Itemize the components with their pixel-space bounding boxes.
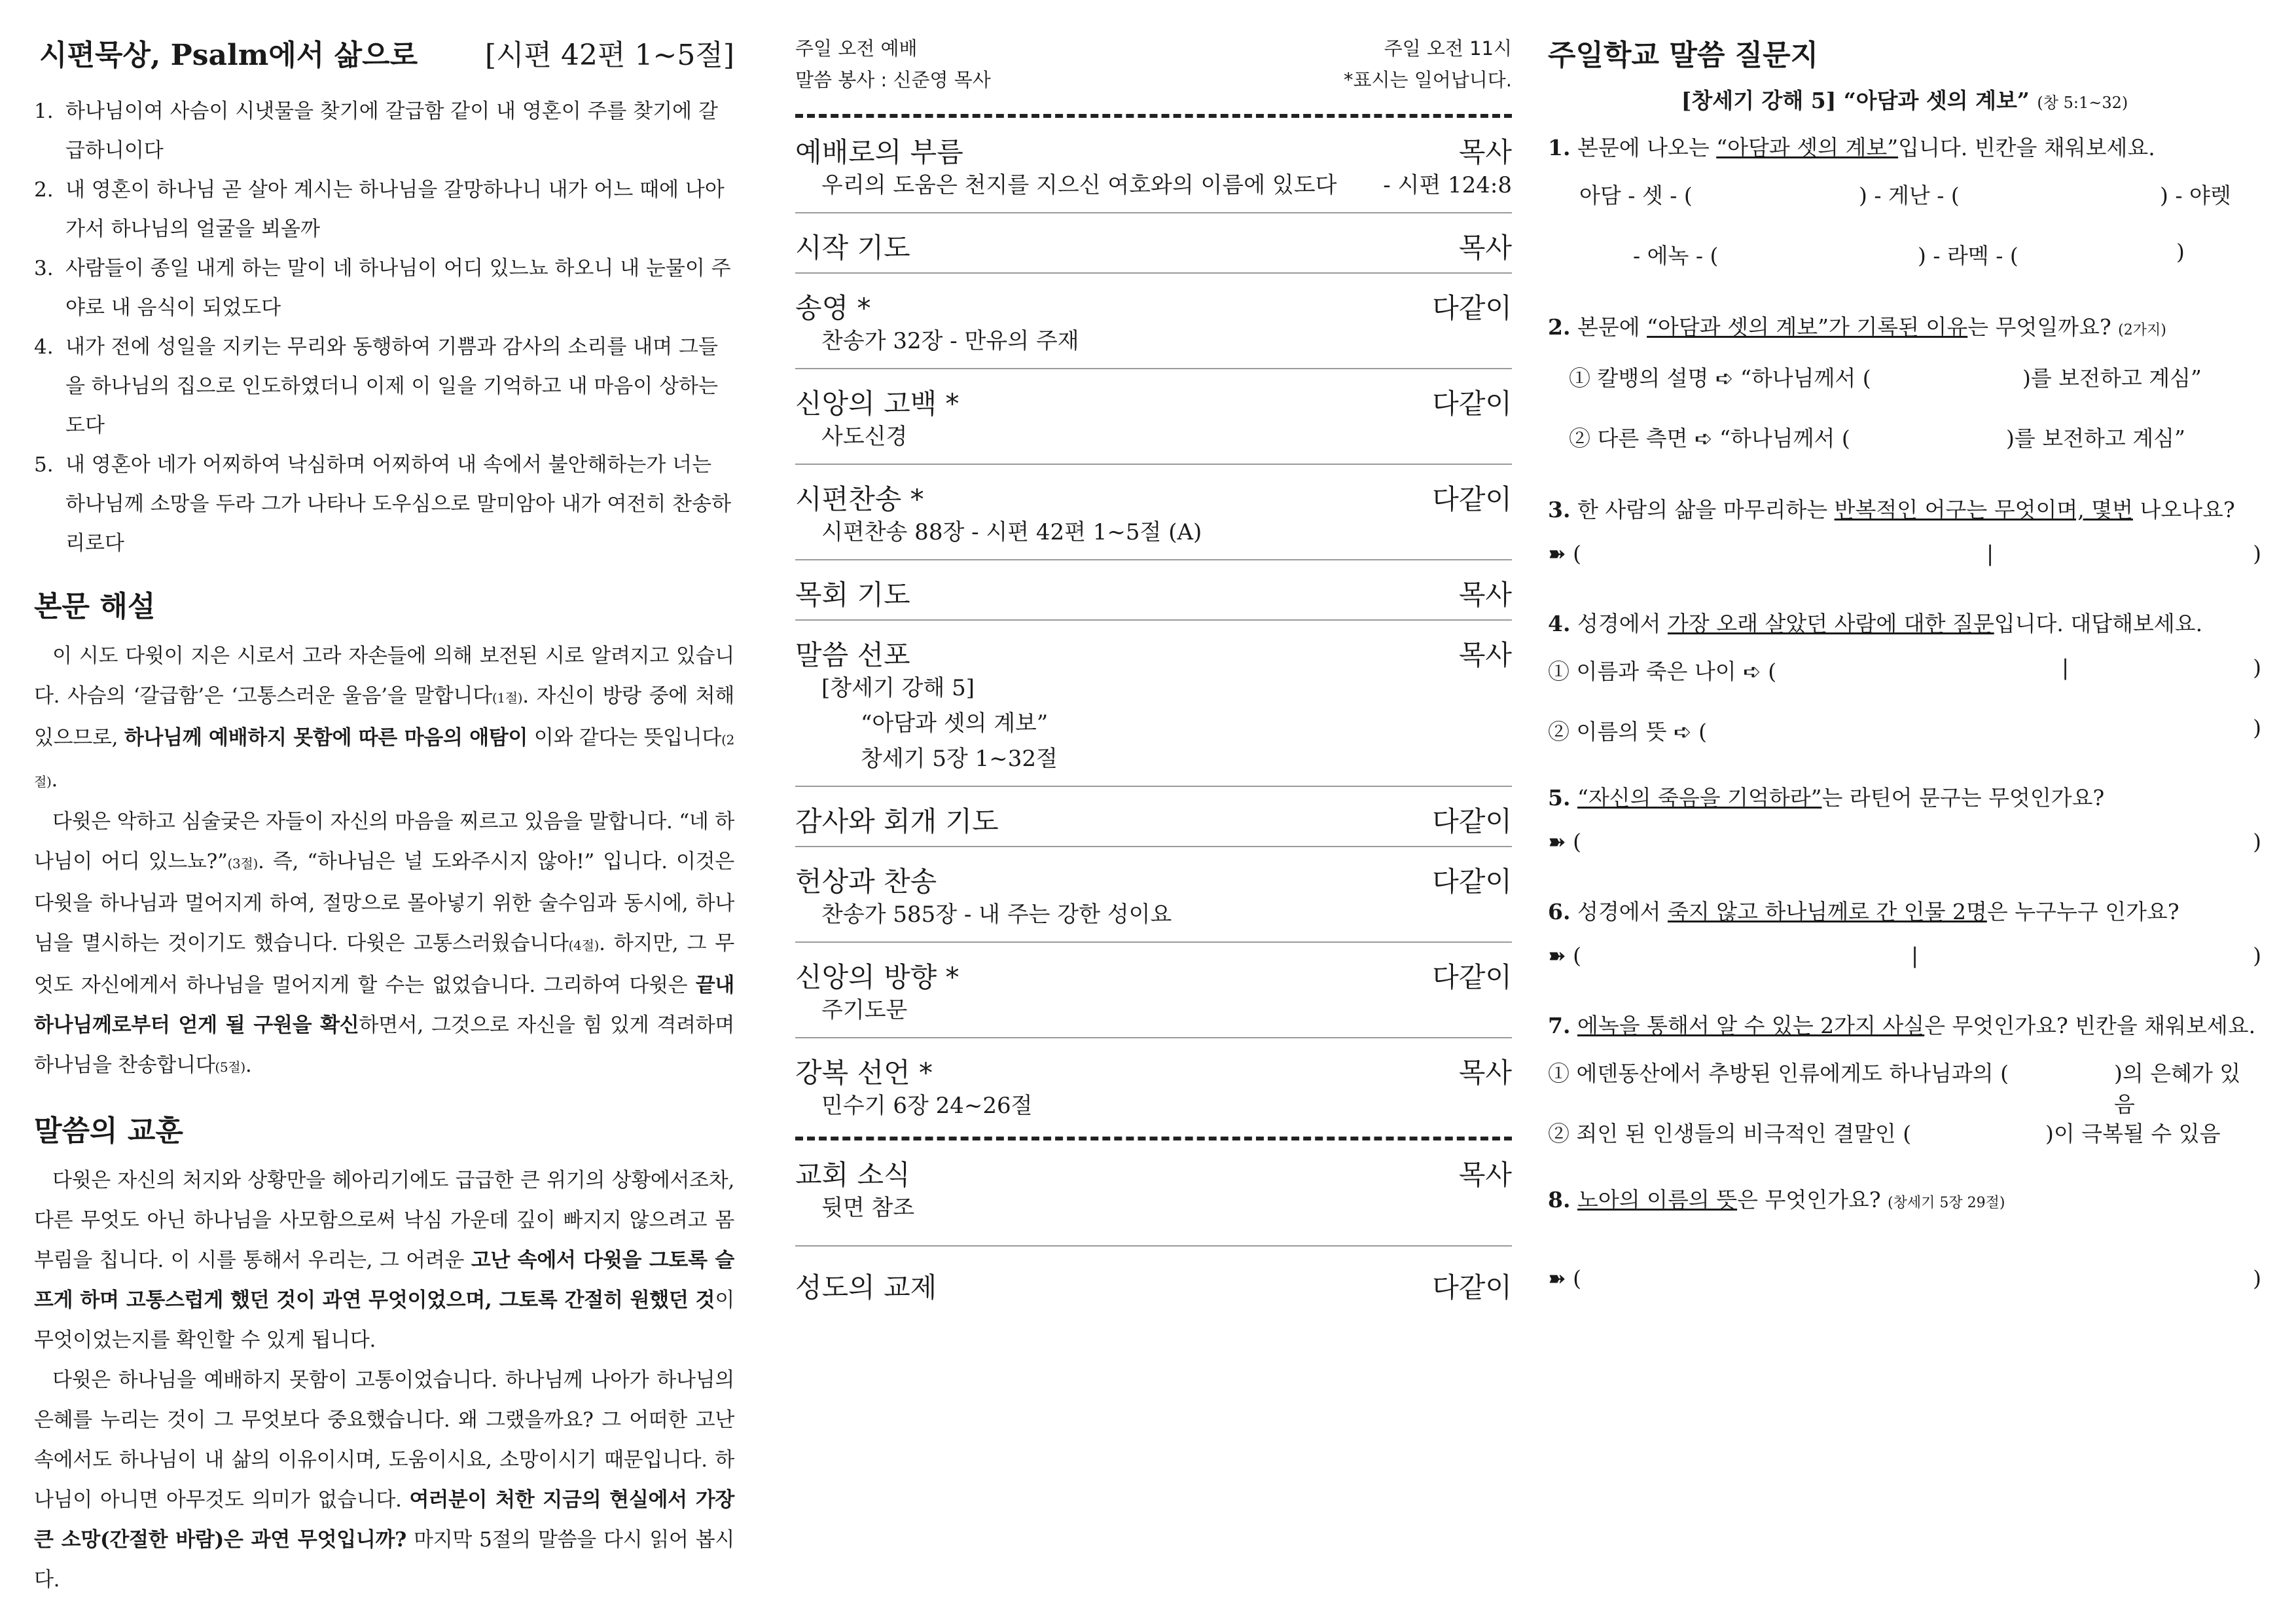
answer-line xyxy=(1548,239,2261,272)
service-name: 주일 오전 예배 xyxy=(795,37,918,60)
answer-line xyxy=(1548,829,2261,862)
sermon-series: [창세기 강해 5] xyxy=(821,675,975,701)
sermon-passage: 창세기 5장 1~32절 xyxy=(861,746,1058,772)
answer-text: ) - 라멕 - ( xyxy=(1918,243,2018,268)
question-1 xyxy=(1548,132,2261,164)
verse-ref-note: (3절) xyxy=(227,856,258,871)
text-span: 는 라틴어 문구는 무엇인가요? xyxy=(1821,785,2105,811)
text-span: 성경에서 xyxy=(1577,611,1668,636)
order-role: 다같이 xyxy=(1432,1271,1512,1304)
commentary-paragraph-2 xyxy=(34,802,734,1087)
text-span: 본문에 xyxy=(1577,314,1647,340)
underlined-text: 노아의 이름의 뜻 xyxy=(1577,1187,1738,1213)
arrow-icon: ➽ ( xyxy=(1548,829,1582,854)
order-item-announcements xyxy=(795,1140,1512,1247)
order-title: 감사와 회개 기도 xyxy=(795,805,999,837)
underlined-text: 가장 오래 살았던 사람에 대한 질문 xyxy=(1667,611,1994,636)
text-span: 이 시도 다윗이 지은 시로서 고라 자손들에 의해 보전된 시로 알려지고 있습니다. 사슴의 ‘갈급함’은 ‘고통스러운 울음’을 말합니다 xyxy=(34,644,734,708)
order-item-confession xyxy=(795,369,1512,465)
answer-text: ) xyxy=(2253,715,2261,740)
verse-number: 2. xyxy=(34,178,54,202)
answer-line xyxy=(1548,1117,2261,1150)
answer-line xyxy=(1548,541,2261,574)
answer-text: ① 에덴동산에서 추방된 인류에게도 하나님과의 ( xyxy=(1548,1061,2009,1086)
order-title: 말씀 선포 xyxy=(795,639,910,671)
answer-text: ) xyxy=(2253,655,2261,680)
section-heading-lesson: 말씀의 교훈 xyxy=(34,1114,183,1148)
order-title: 예배로의 부름 xyxy=(795,136,963,168)
meditation-title: 시편묵상, Psalm에서 삶으로 xyxy=(39,39,418,72)
order-role: 다같이 xyxy=(1432,805,1512,837)
order-detail: 주기도문 xyxy=(821,997,908,1023)
verse-list xyxy=(34,92,734,563)
question-7 xyxy=(1548,1010,2261,1042)
text-span: . 자신이 방랑 중에 처해 있으므로, xyxy=(34,684,734,750)
quiz-title: 주일학교 말씀 질문지 xyxy=(1548,39,1819,72)
text-span: 성경에서 xyxy=(1577,899,1668,924)
question-5 xyxy=(1548,782,2261,814)
text-span: 이 무엇이었는지를 확인할 수 있게 됩니다. xyxy=(34,1288,734,1352)
answer-text: ) xyxy=(2253,541,2261,566)
verse-number: 5. xyxy=(34,453,54,477)
verse-item xyxy=(34,170,734,249)
order-role: 목사 xyxy=(1458,136,1512,168)
text-span: 입니다. 빈칸을 채워보세요. xyxy=(1898,135,2155,160)
answer-text: ② 이름의 뜻 ➪ ( xyxy=(1548,719,1707,744)
order-title: 헌상과 찬송 xyxy=(795,866,937,898)
order-title: 성도의 교제 xyxy=(795,1271,937,1304)
sermon-title: “아담과 셋의 계보” xyxy=(861,710,1049,737)
verse-item xyxy=(34,445,734,563)
verse-number: 1. xyxy=(34,100,54,123)
order-detail: 민수기 6장 24~26절 xyxy=(821,1093,1033,1119)
preacher: 말씀 봉사 : 신준영 목사 xyxy=(795,69,991,91)
answer-text: 아담 - 셋 - ( xyxy=(1579,183,1693,208)
answer-line xyxy=(1548,179,2261,211)
quiz-subtitle-text: [창세기 강해 5] “아담과 셋의 계보” xyxy=(1681,88,2030,113)
quiz-column xyxy=(1548,0,2261,1623)
quiz-subtitle-ref: (창 5:1~32) xyxy=(2037,94,2128,112)
question-number: 7. xyxy=(1548,1013,1571,1038)
question-number: 4. xyxy=(1548,611,1571,636)
answer-text: )의 은혜가 있음 xyxy=(2114,1061,2241,1117)
order-title: 강복 선언 * xyxy=(795,1057,933,1089)
text-span: 나오나요? xyxy=(2132,497,2235,522)
verse-number: 3. xyxy=(34,257,54,280)
order-item-psalm-singing xyxy=(795,465,1512,560)
underlined-text: “자신의 죽음을 기억하라” xyxy=(1577,785,1822,811)
answer-line xyxy=(1548,361,2261,394)
answer-text: ) xyxy=(2176,239,2185,264)
lesson-paragraph-2 xyxy=(34,1360,734,1600)
underlined-text: 반복적인 어구는 무엇이며, 몇번 xyxy=(1834,497,2133,522)
verse-text: 내가 전에 성일을 지키는 무리와 동행하여 기쁨과 감사의 소리를 내며 그들을 하나님의 집으로 인도하였더니 이제 이 일을 기억하고 내 마음이 상하는도다 xyxy=(65,335,718,437)
order-title: 교회 소식 xyxy=(795,1159,910,1191)
section-heading-commentary: 본문 해설 xyxy=(34,590,156,623)
order-item-lords-prayer xyxy=(795,943,1512,1038)
text-span: 은 무엇인가요? 빈칸을 채워보세요. xyxy=(1924,1013,2256,1038)
order-detail: 우리의 도움은 천지를 지으신 여호와의 이름에 있도다 xyxy=(821,172,1337,198)
commentary-paragraph-1 xyxy=(34,636,734,802)
order-item-benediction xyxy=(795,1038,1512,1133)
order-item-opening-prayer xyxy=(795,213,1512,274)
order-title: 시편찬송 * xyxy=(795,483,924,515)
meditation-header xyxy=(34,31,734,77)
order-role: 목사 xyxy=(1458,639,1512,671)
worship-order-column xyxy=(795,0,1512,1623)
verse-ref-note: (5절) xyxy=(215,1059,245,1075)
arrow-icon: ➽ ( xyxy=(1548,943,1582,968)
stand-note: *표시는 일어납니다. xyxy=(1343,69,1512,91)
answer-separator: | xyxy=(1911,943,1919,968)
answer-text: ② 다른 측면 ➪ “하나님께서 ( xyxy=(1569,426,1850,451)
question-number: 5. xyxy=(1548,785,1571,811)
text-span: 입니다. 대답해보세요. xyxy=(1994,611,2203,636)
underlined-text: “아담과 셋의 계보”가 기록된 이유 xyxy=(1647,314,1968,340)
answer-text: )를 보전하고 계심” xyxy=(2006,426,2185,451)
question-note: (2가지) xyxy=(2118,322,2166,338)
text-span: 마지막 5절의 말씀을 다시 읽어 봅시다. xyxy=(34,1528,734,1592)
verse-text: 내 영혼이 하나님 곧 살아 계시는 하나님을 갈망하나니 내가 어느 때에 나아가서 하나님의 얼굴을 뵈올까 xyxy=(65,178,725,241)
order-role: 다같이 xyxy=(1432,866,1512,898)
answer-text: ) - 야렛 xyxy=(2160,183,2231,208)
quiz-subtitle xyxy=(1548,84,2261,115)
arrow-icon: ➽ ( xyxy=(1548,541,1582,566)
order-detail: 뒷면 참조 xyxy=(821,1195,915,1221)
order-role: 다같이 xyxy=(1432,483,1512,515)
order-item-thanks-repentance xyxy=(795,787,1512,847)
answer-text: )이 극복될 수 있음 xyxy=(2045,1121,2221,1146)
answer-text: ① 칼뱅의 설명 ➪ “하나님께서 ( xyxy=(1569,365,1871,391)
answer-line xyxy=(1548,422,2261,454)
order-role: 목사 xyxy=(1458,579,1512,611)
text-span: 는 무엇일까요? xyxy=(1967,314,2111,340)
text-span: 다윗은 악하고 심술궂은 자들이 자신의 마음을 찌르고 있음을 말합니다. “네 하나님이 어디 있느뇨?” xyxy=(34,810,734,873)
emphasis-text: 여러분이 처한 지금의 현실에서 가장 큰 소망(간절한 바람)은 과연 무엇입니까? xyxy=(34,1488,734,1552)
answer-line xyxy=(1548,943,2261,976)
order-role: 다같이 xyxy=(1432,388,1512,420)
answer-text: - 에녹 - ( xyxy=(1633,243,1719,268)
verse-item xyxy=(34,92,734,170)
answer-text: ) xyxy=(2253,829,2261,854)
order-item-offering xyxy=(795,847,1512,943)
order-role: 목사 xyxy=(1458,1057,1512,1089)
underlined-text: 에녹을 통해서 알 수 있는 2가지 사실 xyxy=(1577,1013,1925,1038)
lesson-paragraph-1 xyxy=(34,1161,734,1360)
text-span: 본문에 나오는 xyxy=(1577,135,1717,160)
verse-item xyxy=(34,327,734,445)
emphasis-text: 고난 속에서 다윗을 그토록 슬프게 하며 고통스럽게 했던 것이 과연 무엇이었으며, 그토록 간절히 원했던 것 xyxy=(34,1249,734,1312)
arrow-icon: ➽ ( xyxy=(1548,1266,1582,1291)
answer-text: )를 보전하고 계심” xyxy=(2022,365,2202,391)
order-item-call-to-worship xyxy=(795,118,1512,213)
answer-text: ) xyxy=(2253,943,2261,968)
answer-line xyxy=(1548,1057,2261,1117)
order-reference: - 시편 124:8 xyxy=(1383,172,1512,198)
answer-separator: | xyxy=(1986,541,1994,566)
emphasis-text: 끝내 하나님께로부터 얻게 될 구원을 확신 xyxy=(34,974,734,1037)
question-number: 2. xyxy=(1548,314,1571,340)
question-note: (창세기 5장 29절) xyxy=(1888,1195,2005,1211)
answer-text: ② 죄인 된 인생들의 비극적인 결말인 ( xyxy=(1548,1121,1912,1146)
question-3 xyxy=(1548,494,2261,526)
verse-ref-note: (2절) xyxy=(34,732,734,790)
verse-item xyxy=(34,249,734,327)
answer-line xyxy=(1548,1266,2261,1298)
text-span: 은 누구누구 인가요? xyxy=(1986,899,2179,924)
question-8 xyxy=(1548,1184,2261,1220)
verse-text: 하나님이여 사슴이 시냇물을 찾기에 갈급함 같이 내 영혼이 주를 찾기에 갈급하니이다 xyxy=(65,100,718,162)
order-detail: 사도신경 xyxy=(821,424,908,450)
order-role: 목사 xyxy=(1458,1159,1512,1191)
order-item-fellowship xyxy=(795,1247,1512,1312)
answer-line xyxy=(1548,655,2261,687)
question-2 xyxy=(1548,311,2261,347)
question-number: 6. xyxy=(1548,899,1571,924)
order-title: 신앙의 고백 * xyxy=(795,388,960,420)
order-title: 시작 기도 xyxy=(795,232,910,264)
text-span: 은 무엇인가요? xyxy=(1737,1187,1881,1213)
answer-line xyxy=(1548,715,2261,748)
question-4 xyxy=(1548,608,2261,640)
question-number: 1. xyxy=(1548,135,1571,160)
text-span: . 즉, “하나님은 널 도와주시지 않아!” 입니다. 이것은 다윗을 하나님과 멀어지게 하여, 절망으로 몰아넣기 위한 술수임과 동시에, 하나님을 멸시하는 것이기도 했습니다. 다윗은 고통스러웠습니다 xyxy=(34,850,734,955)
order-item-doxology xyxy=(795,274,1512,369)
answer-text: ① 이름과 죽은 나이 ➪ ( xyxy=(1548,659,1777,684)
text-span: 다윗은 자신의 처지와 상황만을 헤아리기에도 급급한 큰 위기의 상황에서조차, 다른 무엇도 아닌 하나님을 사모함으로써 낙심 가운데 깊이 빠지지 않으려고 몸부림을 칩니다. 이 시를 통해서 우리는, 그 어려운 xyxy=(34,1169,734,1272)
meditation-reference: [시편 42편 1~5절] xyxy=(484,39,734,72)
question-number: 3. xyxy=(1548,497,1571,522)
text-span: 다윗은 하나님을 예배하지 못함이 고통이었습니다. 하나님께 나아가 하나님의 은혜를 누리는 것이 그 무엇보다 중요했습니다. 왜 그랬을까요? 그 어떠한 고난 속에서도 하나님이 내 삶의 이유이시며, 도움이시요, 소망이시기 때문입니다. 하나님이 아니면 아무것도 의미가 없습니다. xyxy=(34,1368,734,1512)
order-item-pastoral-prayer xyxy=(795,560,1512,621)
meditation-column xyxy=(34,0,734,1623)
text-span: . xyxy=(245,1053,252,1077)
order-detail: 찬송가 585장 - 내 주는 강한 성이요 xyxy=(821,902,1172,928)
verse-text: 사람들이 종일 내게 하는 말이 네 하나님이 어디 있느뇨 하오니 내 눈물이 주야로 내 음식이 되었도다 xyxy=(65,257,731,319)
underlined-text: 죽지 않고 하나님께로 간 인물 2명 xyxy=(1667,899,1987,924)
text-span: . xyxy=(51,768,58,792)
order-role: 다같이 xyxy=(1432,961,1512,993)
underlined-text: “아담과 셋의 계보” xyxy=(1716,135,1899,160)
answer-text: ) xyxy=(2253,1266,2261,1291)
order-title: 신앙의 방향 * xyxy=(795,961,960,993)
verse-ref-note: (1절) xyxy=(492,690,523,706)
order-detail: 찬송가 32장 - 만유의 주재 xyxy=(821,328,1079,354)
answer-separator: | xyxy=(2062,655,2070,680)
order-title: 목회 기도 xyxy=(795,579,910,611)
order-detail: 시편찬송 88장 - 시편 42편 1~5절 (A) xyxy=(821,519,1202,545)
text-span: . 하지만, 그 무엇도 자신에게서 하나님을 멀어지게 할 수는 없었습니다. 그리하여 다윗은 xyxy=(34,932,734,997)
order-role: 목사 xyxy=(1458,232,1512,264)
text-span: 한 사람의 삶을 마무리하는 xyxy=(1577,497,1835,522)
text-span: 이와 같다는 뜻입니다 xyxy=(528,726,722,750)
emphasis-text: 하나님께 예배하지 못함에 따른 마음의 애탐이 xyxy=(124,726,528,750)
question-number: 8. xyxy=(1548,1187,1571,1213)
verse-ref-note: (4절) xyxy=(568,938,600,953)
worship-header xyxy=(795,33,1512,96)
answer-text: ) - 게난 - ( xyxy=(1859,183,1960,208)
verse-number: 4. xyxy=(34,335,54,359)
order-title: 송영 * xyxy=(795,292,871,324)
service-time: 주일 오전 11시 xyxy=(1384,37,1512,60)
order-role: 다같이 xyxy=(1432,292,1512,324)
verse-text: 내 영혼아 네가 어찌하여 낙심하며 어찌하여 내 속에서 불안해하는가 너는 하나님께 소망을 두라 그가 나타나 도우심으로 말미암아 내가 여전히 찬송하리로다 xyxy=(65,453,732,555)
text-span: 하면서, 그것으로 자신을 힘 있게 격려하며 하나님을 찬송합니다 xyxy=(34,1013,734,1077)
question-6 xyxy=(1548,896,2261,928)
order-item-sermon xyxy=(795,621,1512,787)
